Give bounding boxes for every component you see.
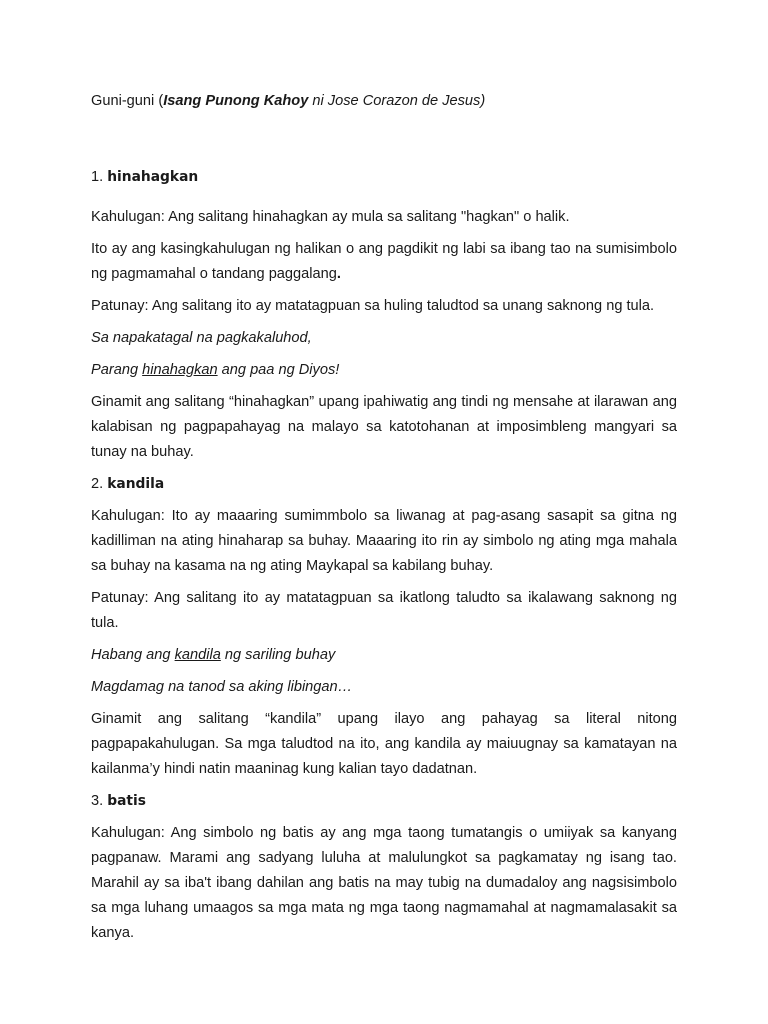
verse-text: ng sariling buhay	[220, 647, 336, 663]
verse-text: Parang	[91, 362, 143, 378]
verse-underlined-word: hinahagkan	[142, 362, 218, 378]
verse-line	[91, 358, 677, 383]
title-poem-name: Isang Punong Kahoy	[163, 93, 309, 109]
patunay-paragraph: Patunay: Ang salitang ito ay matatagpuan sa huling taludtod sa unang saknong ng tula.	[91, 298, 655, 314]
section-number: 3.	[91, 793, 104, 809]
verse-text: Habang ang	[91, 647, 175, 663]
section-number: 2.	[91, 476, 104, 492]
kahulugan-paragraph: Kahulugan: Ang salitang hinahagkan ay mula sa salitang "hagkan" o halik.	[91, 209, 570, 225]
kahulugan-paragraph: Kahulugan: Ito ay maaaring sumimmbolo sa liwanag at pag-asang sasapit sa gitna ng kadilliman na ating hinaharap sa buhay. Maaaring ito rin ay simbolo ng ating mga mahala sa buhay na kasama na ng ating Maykapal sa kabilang buhay.	[91, 508, 677, 574]
section-word: kandila	[107, 476, 165, 492]
definition-extra-paragraph	[91, 237, 677, 287]
section-heading-1	[91, 169, 677, 185]
section-word: hinahagkan	[107, 169, 199, 185]
patunay-paragraph: Patunay: Ang salitang ito ay matatagpuan sa ikatlong taludto sa ikalawang saknong ng tula.	[91, 590, 677, 631]
verse-line	[91, 643, 677, 668]
document-title	[91, 93, 677, 109]
section-heading-3	[91, 789, 677, 814]
verse-text: ang paa ng Diyos!	[217, 362, 340, 378]
title-prefix: Guni-guni (	[91, 93, 164, 109]
section-heading-2	[91, 472, 677, 497]
section-word: batis	[107, 793, 146, 809]
title-author: ni Jose Corazon de Jesus)	[308, 93, 486, 109]
ginamit-paragraph: Ginamit ang salitang “hinahagkan” upang ipahiwatig ang tindi ng mensahe at ilarawan ang kalabisan ng pagpapahayag na malayo sa katotohanan at imposimbleng mangyari sa tunay na buhay.	[91, 394, 677, 460]
definition-extra-text: Ito ay ang kasingkahulugan ng halikan o ang pagdikit ng labi sa ibang tao na sumisimbolo ng pagmamahal o tandang paggalang	[91, 241, 677, 282]
verse-line: Magdamag na tanod sa aking libingan…	[91, 679, 353, 695]
definition-extra-period: .	[336, 266, 341, 282]
verse-line: Sa napakatagal na pagkakaluhod,	[91, 330, 312, 346]
verse-underlined-word: kandila	[174, 647, 221, 663]
ginamit-paragraph: Ginamit ang salitang “kandila” upang ilayo ang pahayag sa literal nitong pagpapakahulugan. Sa mga taludtod na ito, ang kandila ay maiuugnay sa kamatayan na kailanma’y hindi natin maaninag kung kalian tayo dadatnan.	[91, 711, 677, 777]
section-number: 1.	[91, 169, 104, 185]
kahulugan-paragraph: Kahulugan: Ang simbolo ng batis ay ang mga taong tumatangis o umiiyak sa kanyang pagpanaw. Marami ang sadyang luluha at malulungkot sa pagkamatay ng isang tao. Marahil ay sa iba't ibang dahilan ang batis na may tubig na dumadaloy ang nagsisimbolo sa mga luhang umaagos sa mga mata ng mga taong nagmamahal at nagmamalasakit sa kanya.	[91, 825, 677, 941]
